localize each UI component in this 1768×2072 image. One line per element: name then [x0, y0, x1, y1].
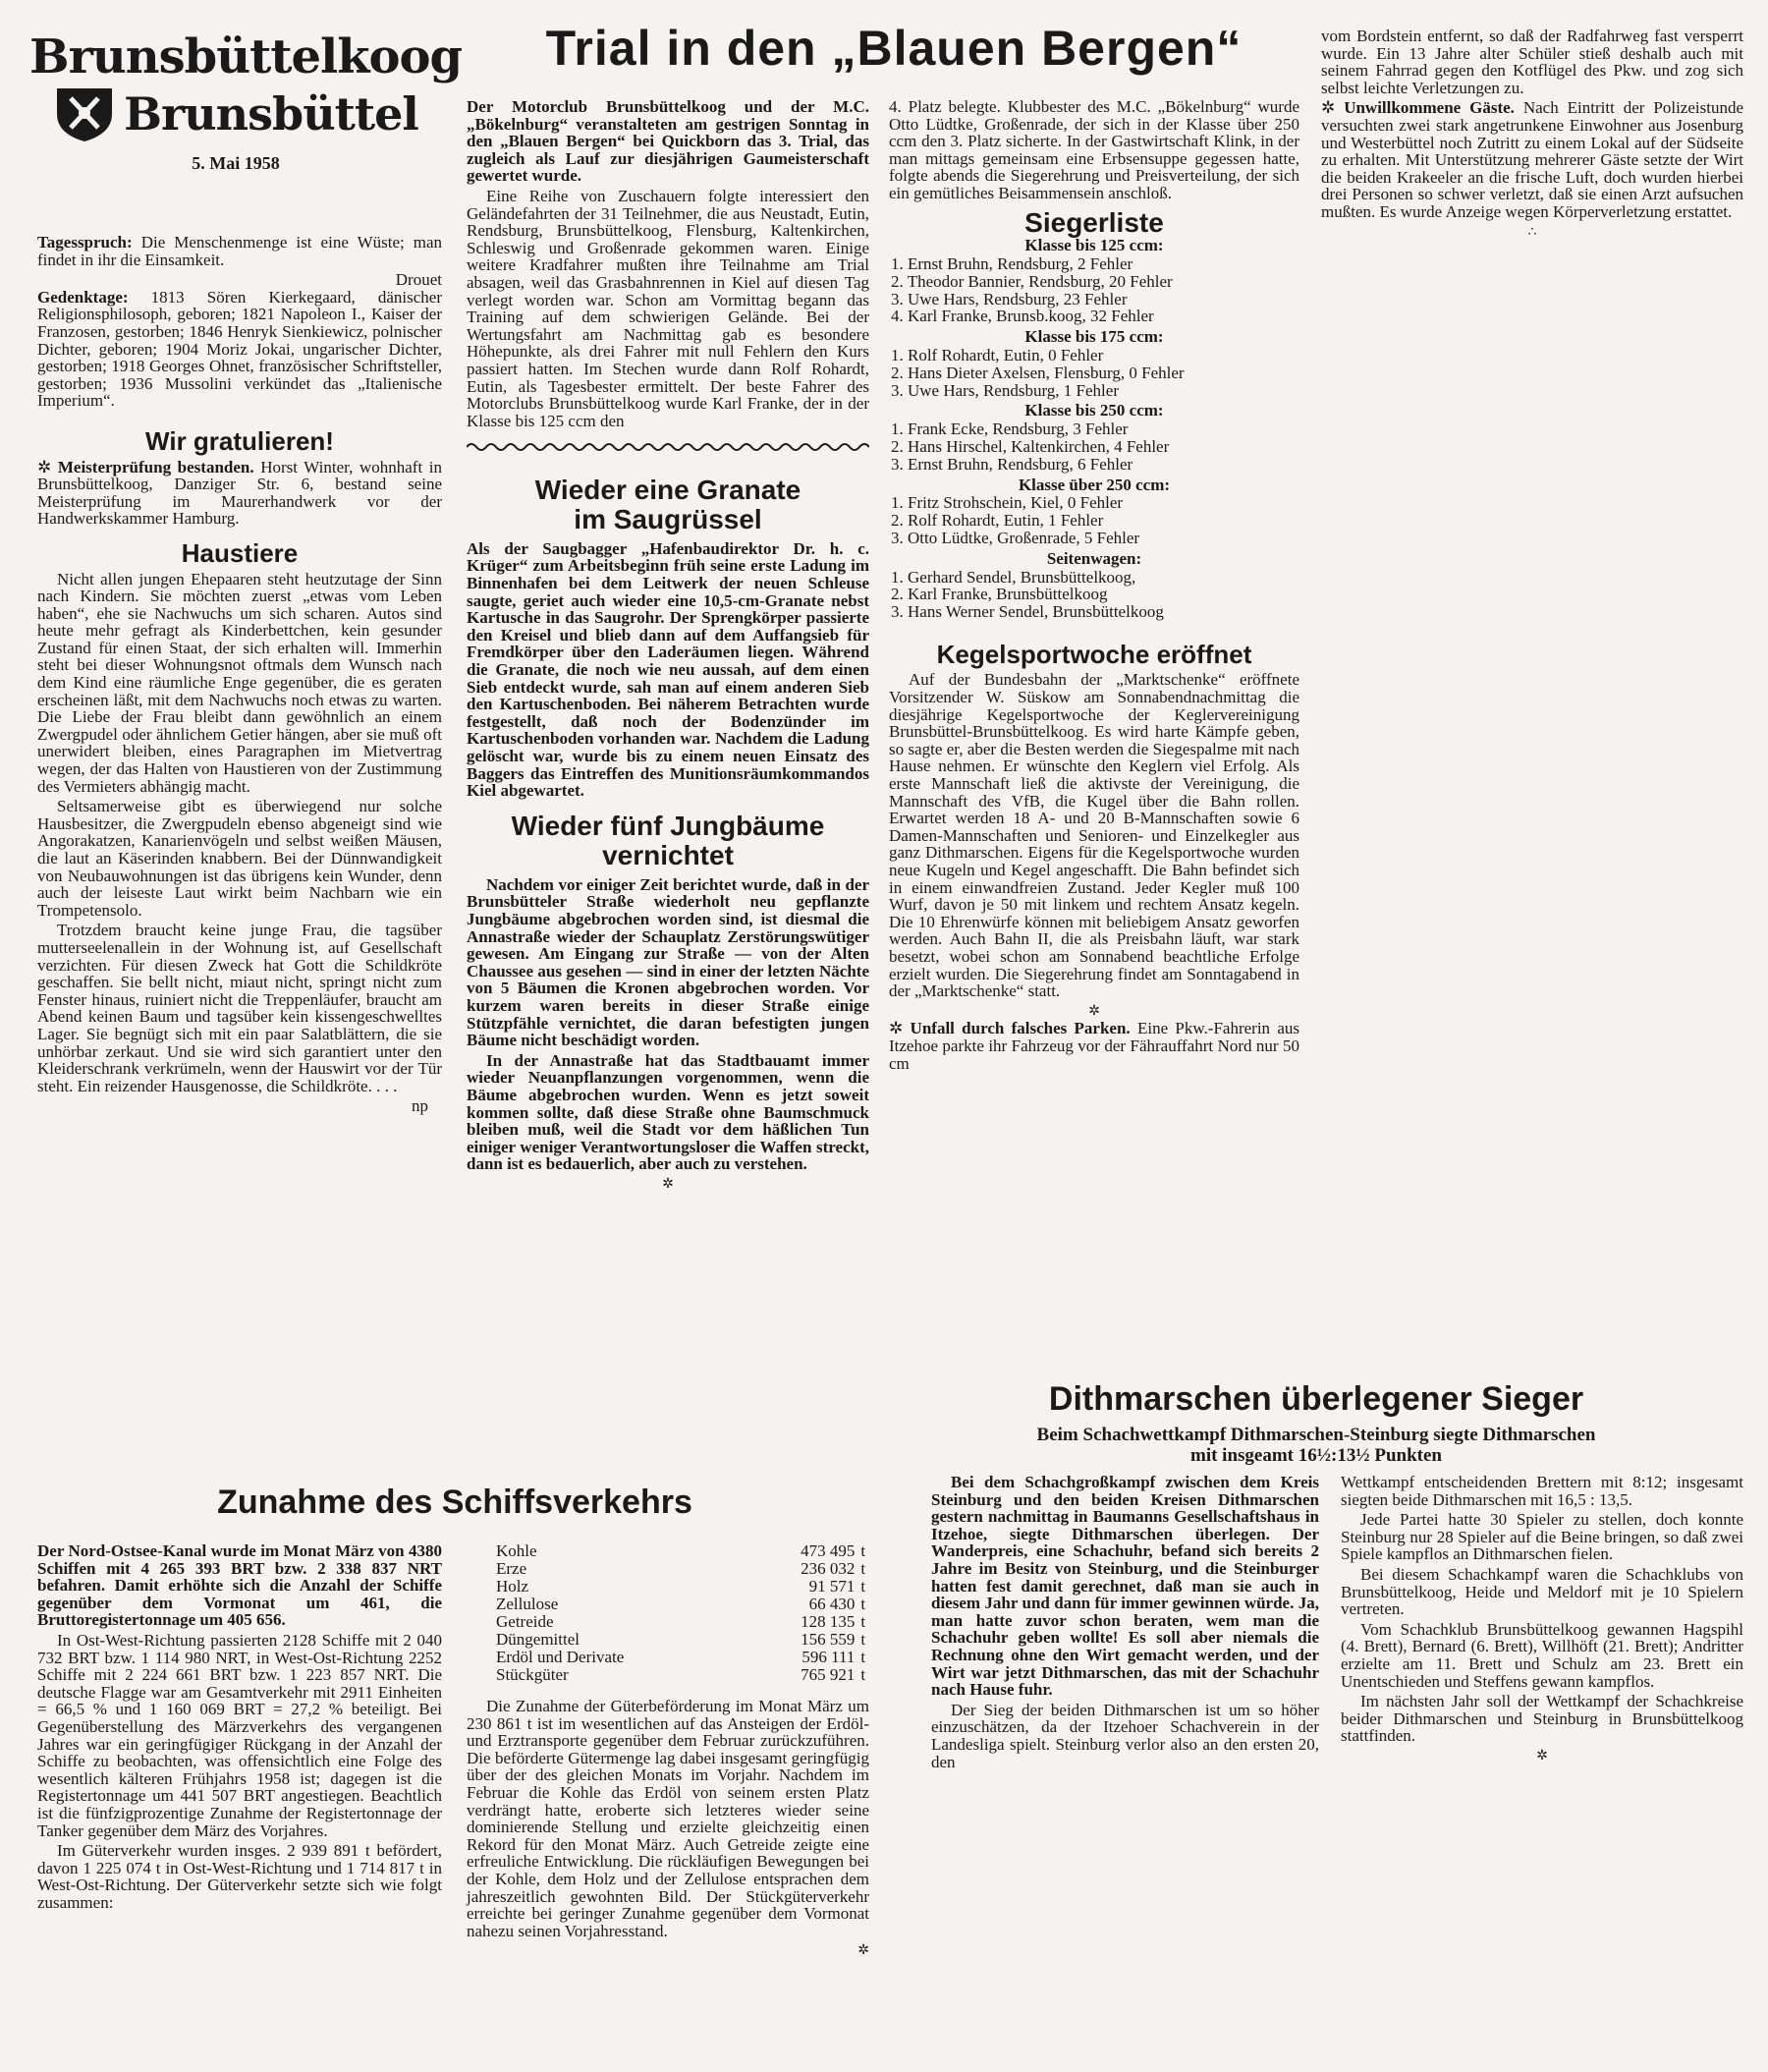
gratulieren-text: ✲ Meisterprüfung bestanden. Horst Winter, wohnhaft in Brunsbüttelkoog, Danziger Str. 6, bestand seine Meisterprüfung im Maurerhandwerk vor der Handwerkskammer Hamburg.	[37, 457, 443, 529]
ornament-icon: ✲	[857, 1943, 869, 1959]
ornament-icon: ✲	[662, 1176, 674, 1192]
list-item: 2. Hans Hirschel, Kaltenkirchen, 4 Fehler	[891, 436, 1170, 456]
gaeste-text: ✲ Unwillkommene Gäste. Nach Eintritt der Polizeistunde versuchten zwei stark angetrunkene Einwohner aus Josenburg und Westerbüttel noch Zutritt zu einem Lokal auf der Südseite zu erhalten. Mit Unterstützung mehrerer Gäste setzte der Wirt die beiden Krakeeler an die frische Luft, doch wurden hierbei drei Personen so schwer verletzt, daß sie einen Arzt aufsuchen mußten. Es wurde Anzeige wegen Körperverletzung erstattet.	[1321, 98, 1743, 221]
ornament-icon: ✲	[37, 457, 52, 476]
column-2	[467, 98, 869, 1193]
haustiere-paragraph: Trotzdem braucht keine junge Frau, die tagsüber mutterseelenallein in der Wohnung ist, auf Gesellschaft verzichten. Für diesen Zweck hat Gott die Schildkröte geschaffen. Sie bellt nicht, miaut nicht, springt nicht zum Fenster hinaus, ruiniert nicht die Treppenläufer, braucht am Abend keinen Baum und tagsüber kein kissengeschwelltes Lager. Sie begnügt sich mit ein paar Salatblättern, die sie unhörbar zerkaut. Und sie wird sich garantiert unter den Kleiderschrank verkrümeln, wenn der Hauswirt vor der Tür steht. Ein reizender Hausgenosse, die Schildkröte. . . .	[37, 921, 442, 1095]
siegerliste-title: Siegerliste	[1024, 206, 1164, 238]
table-row: Holz 91 571 t	[496, 1577, 866, 1596]
schach-paragraph: Vom Schachklub Brunsbüttelkoog gewannen Hagspihl (4. Brett), Bernard (6. Brett), Willhöft (21. Brett); Andritter erzielte am 11. Brett und Schulz am 23. Brett ein Unentschieden und Steffens gewann kampflos.	[1341, 1619, 1743, 1691]
schiff-lead: Der Nord-Ostsee-Kanal wurde im Monat März von 4380 Schiffen mit 4 265 393 BRT bzw. 2 338 837 NRT befahren. Damit erhöhte sich die Anzahl der Schiffe gegenüber dem Vormonat um 461, die Bruttoregistertonnage um 405 656.	[37, 1541, 442, 1630]
kegel-title: Kegelsportwoche eröffnet	[936, 639, 1252, 669]
unfall-text: ✲ Unfall durch falsches Parken. Eine Pkw.-Fahrerin aus Itzehoe parkte ihr Fahrzeug vor der Fährauffahrt Nord nur 50 cm	[889, 1019, 1299, 1073]
list-item: 3. Ernst Bruhn, Rendsburg, 6 Fehler	[891, 454, 1133, 474]
table-row: Erdöl und Derivate 596 111 t	[496, 1648, 866, 1666]
jungbaeume-title: Wieder fünf Jungbäume vernichtet	[511, 810, 825, 870]
table-row: Kohle 473 495 t	[496, 1541, 866, 1560]
jungbaeume-lead: Nachdem vor einiger Zeit berichtet wurde, daß in der Brunsbütteler Straße wiederholt neu gepflanzte Jungbäume abgebrochen worden sind, ist diesmal die Annastraße wieder der Schauplatz Zerstörungswütiger gewesen. Am Eingang zur Straße — von der Alten Chaussee aus gesehen — sind in einer der letzten Nächte von 5 Bäumen die Kronen abgebrochen worden. Vor kurzem waren bereits in dieser Straße einige Stützpfähle vernichtet, die daran befestigten jungen Bäume nicht beschädigt worden.	[467, 874, 869, 1050]
gedenktage: Gedenktage: 1813 Sören Kierkegaard, dänischer Religionsphilosoph, geboren; 1821 Napoleon I., Kaiser der Franzosen, gestorben; 1846 Henryk Sienkiewicz, polnischer Dichter, geboren; 1904 Moriz Jokai, ungarischer Dichter, gestorben; 1918 Georges Ohnet, französischer Schriftsteller, gestorben; 1936 Mussolini verkündet das „Italienische Imperium“.	[37, 287, 443, 411]
haustiere-paragraph: Seltsamerweise gibt es überwiegend nur solche Hausbesitzer, die Zwergpudeln ebenso abgeneigt sind wie Angorakatzen, Kanarienvögeln und selbst weißen Mäusen, die laut an Käserinden knabbern. Bei der Dünnwandigkeit von Neubauwohnungen ist das übrigens kein Wunder, denn auch der leiseste Laut wirkt beim Nachbarn wie ein Trompetensolo.	[37, 797, 442, 920]
jungbaeume-paragraph: In der Annastraße hat das Stadtbauamt immer wieder Neuanpflanzungen vorgenommen, wenn die Bäume abgebrochen wurden. Wenn es jetzt soweit kommen sollte, daß diese Straße ohne Baumschmuck bleiben muß, weil die Stadt vor dem häßlichen Tun einiger weniger Verantwortungsloser die Waffen streckt, dann ist es bedauerlich, aber auch zu verstehen.	[467, 1050, 869, 1174]
table-row: Stückgüter 765 921 t	[496, 1665, 866, 1684]
schiff-title: Zunahme des Schiffsverkehrs	[217, 1484, 692, 1521]
schach-paragraph: Bei diesem Schachkampf waren die Schachklubs von Brunsbüttelkoog, Heide und Meldorf mit je 10 Spielern vertreten.	[1341, 1564, 1743, 1619]
schach-lead: Bei dem Schachgroßkampf zwischen dem Kreis Steinburg und den beiden Kreisen Dithmarschen gestern nachmittag in Baumanns Gesellschaftshaus in Itzehoe, siegte Dithmarschen überlegen. Der Wanderpreis, eine Schachuhr, befand sich bereits 2 Jahre im Besitz von Steinburg, und die Steinburger hatten fest damit gerechnet, daß man sie auch in diesem Jahr und dann für immer gewinnen würde. Ja, man hatte zuvor schon beraten, wem man die Schachuhr geben wollte! Es soll aber niemals die Rechnung ohne den Wirt gemacht werden, und der Wirt war jetzt Dithmarschen, das mit der Schachuhr nach Hause fuhr.	[931, 1473, 1319, 1700]
granate-text: Als der Saugbagger „Hafenbaudirektor Dr. h. c. Krüger“ zum Arbeitsbeginn früh seine erste Ladung im Binnenhafen bei dem Leitwerk der neuen Schleuse saugte, geriet auch wieder eine 10,5-cm-Granate nebst Kartusche in das Saugrohr. Der Sprengkörper passierte den Kreisel und blieb dann auf dem Auffangsieb für Fremdkörper über den Laderäumen liegen. Während die Granate, die noch wie neu aussah, auf dem einen Sieb entdeckt wurde, sah man auf einem anderen Sieb den Kartuschenboden. Bei näherem Betrachten wurde festgestellt, daß noch der Bodenzünder im Kartuschenboden vorhanden war. Nachdem die Ladung gelöscht war, wurde bis zu einem neuen Einsatz des Baggers das Eintreffen des Munitionsräumkommandos Kiel abgewartet.	[467, 538, 869, 801]
schach-header	[889, 1380, 1743, 1466]
list-item: 3. Otto Lüdtke, Großenrade, 5 Fehler	[891, 528, 1140, 547]
masthead	[29, 29, 463, 186]
ornament-icon: ✲	[1088, 1003, 1100, 1019]
trial-paragraph: 4. Platz belegte. Klubbester des M.C. „Bökelnburg“ wurde Otto Lüdtke, Großenrade, der sich in der Klasse über 250 ccm den 3. Platz sicherte. In der Gastwirtschaft Klink, in der man mittags gemeinsam eine Erbsensuppe gegessen hatte, folgte abends die Siegerehrung und Preisverteilung, der sich ein gemütliches Beisammensein anschloß.	[889, 97, 1299, 202]
siegerliste	[889, 237, 1299, 621]
class-heading: Klasse über 250 ccm:	[1018, 475, 1171, 494]
list-item: 1. Fritz Strohschein, Kiel, 0 Fehler	[891, 493, 1124, 513]
kegel-text: Auf der Bundesbahn der „Marktschenke“ eröffnete Vorsitzender W. Süskow am Sonnabendnachmittag die diesjährige Kegelsportwoche der Keglervereinigung Brunsbüttel-Brunsbüttelkoog. Es wird harte Kämpfe geben, so sagte er, aber die Besten werden die Siegespalme mit nach Hause nehmen. Er wünschte den Keglern viel Erfolg. Als erste Mannschaft ließ die aktivste der Vereinigung, die Mannschaft des VfB, die Kugel über die Bahn rollen. Erwartet werden 18 A- und 20 B-Mannschaften sowie 6 Damen-Mannschaften und Senioren- und Einzelkegler aus ganz Dithmarschen. Eigens für die Kegelsportwoche wurden neue Kugeln und Kegel angeschafft. Die Bahn befindet sich in einem einwandfreien Zustand. Jeder Kegler muß 100 Wurf, davon je 50 mit linkem und rechtem Ansatz kegeln. Die 10 Ehrenwürfe können mit beliebigem Ansatz geworfen werden. Auch Bahn II, die als Preisbahn läuft, war stark besetzt, wobei schon am Sonnabend beachtliche Erfolge erzielt wurden. Die Siegerehrung findet am Sonntagabend in der „Marktschenke“ statt.	[889, 670, 1299, 1001]
schach-paragraph: Der Sieg der beiden Dithmarschen ist um so höher einzuschätzen, da der Itzehoer Schachverein in der Landesliga spielt. Steinburg verlor also an den ersten 20, den	[931, 1700, 1319, 1771]
list-item: 2. Hans Dieter Axelsen, Flensburg, 0 Fehler	[891, 363, 1185, 382]
table-row: Düngemittel 156 559 t	[496, 1630, 866, 1649]
ornament-icon: ✲	[1321, 98, 1336, 118]
class-heading: Klasse bis 125 ccm:	[1024, 236, 1164, 255]
schiff-paragraph: Im Güterverkehr wurden insges. 2 939 891 t befördert, davon 1 225 074 t in Ost-West-Richtung und 1 714 817 t in West-Ost-Richtung. Der Güterverkehr setzte sich wie folgt zusammen:	[37, 1841, 442, 1912]
schiff-header	[37, 1484, 872, 1522]
haustiere-sign: np	[412, 1096, 428, 1116]
masthead-title: Brunsbüttelkoog	[29, 29, 463, 84]
haustiere-paragraph: Nicht allen jungen Ehepaaren steht heutzutage der Sinn nach Kindern. Sie möchten zuerst „etwas vom Leben haben“, ehe sie Nachwuchs um sich scharen. Autos sind heute mehr gefragt als Kinderbettchen, kein gesunder Zustand für einen Staat, der sich erhalten will. Immerhin steht bei dieser Wohnungsnot oftmals dem Wunsch nach dem Kind eine räumliche Enge gegenüber, die es geraten erscheinen läßt, mit dem Nachwuchs noch etwas zu warten. Die Liebe der Frau bleibt dann gewöhnlich an einem Zwergpudel oder ähnlichem Getier hängen, aber sie muß oft unerwidert bleiben, eines Paragraphen im Mietvertrag wegen, der das Halten von Haustieren von der Zustimmung des Vermieters abhängig macht.	[37, 569, 442, 796]
list-item: 3. Uwe Hars, Rendsburg, 1 Fehler	[891, 380, 1119, 400]
schach-paragraph: Im nächsten Jahr soll der Wettkampf der Schachkreise beider Dithmarschen und Steinburg in Brunsbüttelkoog stattfinden.	[1341, 1692, 1743, 1746]
column-3	[889, 98, 1299, 1075]
schach-column-2	[1341, 1474, 1743, 1765]
ornament-icon: ✲	[889, 1019, 904, 1038]
haustiere-title: Haustiere	[181, 537, 299, 568]
schiff-column-1	[37, 1542, 442, 1914]
list-item: 1. Frank Ecke, Rendsburg, 3 Fehler	[891, 420, 1129, 439]
gratulieren-title: Wir gratulieren!	[145, 425, 334, 456]
class-heading: Klasse bis 175 ccm:	[1024, 327, 1164, 347]
table-row: Erze 236 032 t	[496, 1559, 866, 1578]
list-item: 3. Uwe Hars, Rendsburg, 23 Fehler	[891, 289, 1128, 308]
list-item: 2. Rolf Rohardt, Eutin, 1 Fehler	[891, 511, 1104, 531]
class-heading: Klasse bis 250 ccm:	[1024, 401, 1164, 420]
table-row: Getreide 128 135 t	[496, 1612, 866, 1631]
tagesspruch: Tagesspruch: Die Menschenmenge ist eine Wüste; man findet in ihr die Einsamkeit.	[37, 233, 443, 269]
schach-subtitle: mit insgeamt 16½:13½ Punkten	[1190, 1445, 1442, 1466]
schiff-paragraph: In Ost-West-Richtung passierten 2128 Schiffe mit 2 040 732 BRT bzw. 1 114 980 NRT, in West-Ost-Richtung 2252 Schiffe mit 2 224 661 BRT bzw. 1 223 857 NRT. Die deutsche Flagge war am Gesamtverkehr mit 2911 Einheiten = 66,5 % und 1 160 069 BRT = 27,2 % beteiligt. Bei Gegenüberstellung des Märzverkehrs des vergangenen Jahres war ein geringfügiger Rückgang in der Anzahl der Schiffe zu beobachten, was offensichtlich eine Folge des wesentlich kälteren Frühjahrs 1958 ist; dagegen ist die Registertonnage um 441 507 BRT angestiegen. Beachtlich ist die fünfzigprozentige Zunahme der Registertonnage der Tanker gegenüber dem März des Vorjahres.	[37, 1630, 442, 1840]
trial-lead: Der Motorclub Brunsbüttelkoog und der M.C. „Bökelnburg“ veranstalteten am gestrigen Sonntag in den „Blauen Bergen“ bei Quickborn das 3. Trial, das zugleich als Lauf zur diesjährigen Gaumeisterschaft gewertet wurde.	[467, 97, 869, 186]
schach-subtitle: Beim Schachwettkampf Dithmarschen-Steinburg siegte Dithmarschen	[1036, 1425, 1596, 1445]
column-4	[1321, 28, 1743, 241]
list-item: 2. Karl Franke, Brunsbüttelkoog	[891, 585, 1108, 604]
wave-divider	[467, 440, 869, 454]
schach-column-1	[931, 1474, 1319, 1773]
list-item: 2. Theodor Bannier, Rendsburg, 20 Fehler	[891, 271, 1173, 291]
schach-paragraph: Jede Partei hatte 30 Spieler zu stellen, doch konnte Steinburg nur 28 Spieler auf die Beine bringen, so daß zwei Spiele kampflos an Dithmarschen fielen.	[1341, 1510, 1743, 1564]
schiff-column-2	[467, 1542, 869, 1960]
list-item: 1. Ernst Bruhn, Rendsburg, 2 Fehler	[891, 253, 1133, 273]
issue-date: 5. Mai 1958	[192, 153, 280, 173]
trial-headline: Trial in den „Blauen Bergen“	[545, 21, 1243, 76]
schiff-paragraph: Die Zunahme der Güterbeförderung im Monat März um 230 861 t ist im wesentlichen auf das Ansteigen der Erdöl- und Erztransporte gegenüber dem Februar zurückzuführen. Die beförderte Gütermenge lag dabei insgesamt geringfügig über der des gleichen Monats im Vorjahr. Nachdem im Februar die Kohle das Erdöl von seinem ersten Platz verdrängt hatte, eroberte sich letzteres wieder seine dominierende Stellung und erzielte gleichzeitig einen Rekord für den Monat März. Auch Getreide zeigte eine erfreuliche Entwicklung. Die rückläufigen Bewegungen bei der Kohle, dem Holz und der Zellulose entsprachen dem jahreszeitlich gewohnten Bild. Der Stückgüterverkehr erreichte bei geringer Zunahme gegenüber dem Vormonat nahezu seinen Vorjahresstand.	[467, 1697, 869, 1940]
table-row: Zellulose 66 430 t	[496, 1595, 866, 1613]
coat-of-arms-icon	[53, 84, 116, 143]
schach-paragraph: Wettkampf entscheidenden Brettern mit 8:12; insgesamt siegten beide Dithmarschen mit 16,5 : 13,5.	[1341, 1473, 1743, 1509]
list-item: 1. Gerhard Sendel, Brunsbüttelkoog,	[891, 567, 1136, 587]
column-1	[37, 234, 442, 1115]
list-item: 4. Karl Franke, Brunsb.koog, 32 Fehler	[891, 307, 1154, 326]
goods-table	[467, 1542, 869, 1684]
list-item: 1. Rolf Rohardt, Eutin, 0 Fehler	[891, 345, 1104, 364]
dots-icon: ∴	[1527, 224, 1537, 240]
trial-paragraph: Eine Reihe von Zuschauern folgte interessiert den Geländefahrten der 31 Teilnehmer, die aus Neustadt, Eutin, Rendsburg, Brunsbüttelkoog, Flensburg, Kaltenkirchen, Schleswig und Großenrade gekommen waren. Einige weitere Kradfahrer mußten ihre Teilnahme am Trial absagen, weil das Grasbahnrennen in Kiel auf diesen Tag verlegt worden war. Schon am Vormittag begann das Training auf dem schwierigen Gelände. Bei der Wertungsfahrt am Nachmittag gab es besondere Höhepunkte, als drei Fahrer mit null Fehlern den Kurs passiert hatten. Im Stechen wurde dann Rolf Rohardt, Eutin, als Tagesbester ermittelt. Der beste Fahrer des Motorclubs Brunsbüttelkoog wurde Karl Franke, der in der Klasse bis 125 ccm den	[467, 186, 869, 430]
granate-title: Wieder eine Granate im Saugrüssel	[534, 474, 801, 534]
unfall-continued: vom Bordstein entfernt, so daß der Radfahrweg fast versperrt wurde. Ein 13 Jahre alter Schüler stieß deshalb auch mit seinem Fahrrad gegen den Kotflügel des Pkw. und zog sich selbst leichte Verletzungen zu.	[1321, 27, 1743, 97]
schach-title: Dithmarschen überlegener Sieger	[1048, 1380, 1584, 1418]
class-heading: Seitenwagen:	[1046, 548, 1142, 568]
ornament-icon: ✲	[1536, 1748, 1548, 1764]
list-item: 3. Hans Werner Sendel, Brunsbüttelkoog	[891, 602, 1164, 622]
masthead-subtitle: Brunsbüttel	[124, 87, 418, 140]
tagesspruch-author: Drouet	[395, 270, 442, 290]
